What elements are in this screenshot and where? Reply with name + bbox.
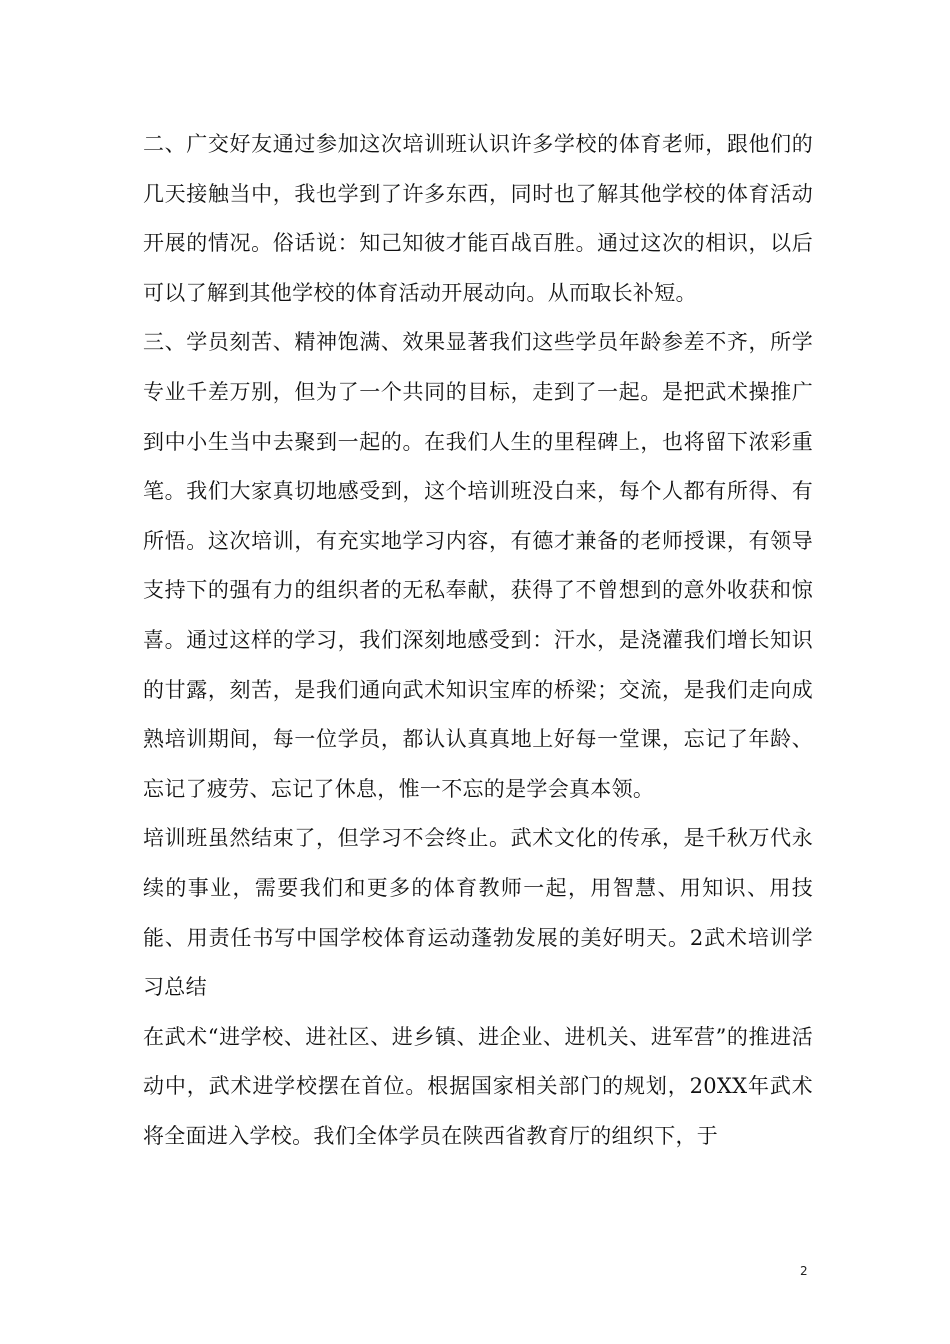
page-number: 2: [800, 1264, 808, 1278]
body-text: [143, 120, 813, 1161]
paragraph-conclusion: 培训班虽然结束了，但学习不会终止。武术文化的传承，是千秋万代永续的事业，需要我们和更多的体育教师一起，用智慧、用知识、用技能、用责任书写中国学校体育运动蓬勃发展的美好明天。2武术培训学习总结: [143, 826, 813, 1000]
paragraph-hard-work: 三、学员刻苦、精神饱满、效果显著我们这些学员年龄参差不齐，所学专业千差万别，但为了一个共同的目标，走到了一起。是把武术操推广到中小生当中去聚到一起的。在我们人生的里程碑上，也将留下浓彩重笔。我们大家真切地感受到，这个培训班没白来，每个人都有所得、有所悟。这次培训，有充实地学习内容，有德才兼备的老师授课，有领导支持下的强有力的组织者的无私奉献，获得了不曾想到的意外收获和惊喜。通过这样的学习，我们深刻地感受到：汗水，是浇灌我们增长知识的甘露，刻苦，是我们通向武术知识宝库的桥梁；交流，是我们走向成熟培训期间，每一位学员，都认认真真地上好每一堂课，忘记了年龄、忘记了疲劳、忘记了休息，惟一不忘的是学会真本领。: [143, 330, 813, 801]
paragraph-wushu-in-schools: 在武术“进学校、进社区、进乡镇、进企业、进机关、进军营”的推进活动中，武术进学校摆在首位。根据国家相关部门的规划，20XX年武术将全面进入学校。我们全体学员在陕西省教育厅的组织下，于: [143, 1024, 813, 1148]
paragraph-making-friends: 二、广交好友通过参加这次培训班认识许多学校的体育老师，跟他们的几天接触当中，我也学到了许多东西，同时也了解其他学校的体育活动开展的情况。俗话说：知己知彼才能百战百胜。通过这次的相识，以后可以了解到其他学校的体育活动开展动向。从而取长补短。: [143, 132, 813, 305]
